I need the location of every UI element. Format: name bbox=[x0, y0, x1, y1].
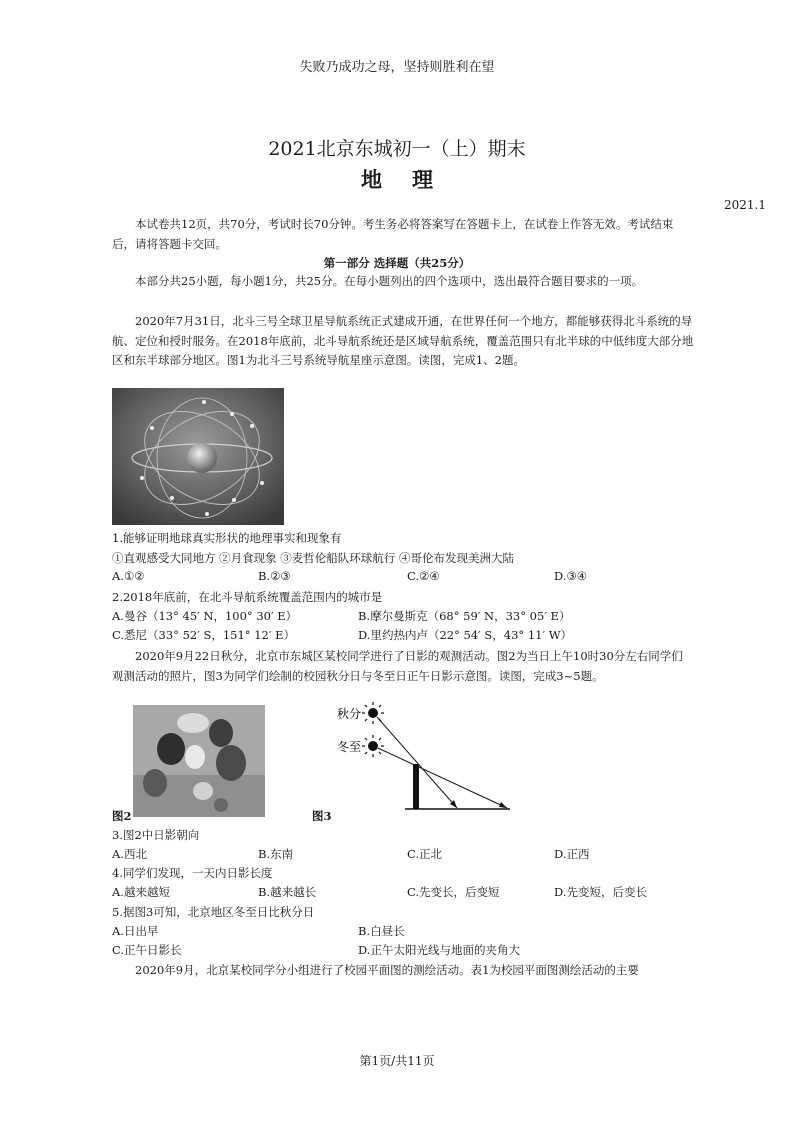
winter-sun-icon bbox=[362, 735, 384, 757]
gnomon-pole bbox=[413, 764, 419, 809]
question-3-stem: 3.图2中日影朝向 bbox=[112, 828, 200, 842]
figure1-constellation-image bbox=[112, 388, 284, 525]
question-5-stem: 5.据图3可知，北京地区冬至日比秋分日 bbox=[112, 905, 315, 919]
q1-option-a[interactable]: A.①② bbox=[112, 569, 145, 583]
exam-title: 2021北京东城初一（上）期末 bbox=[268, 138, 526, 160]
section-title: 第一部分 选择题（共25分） bbox=[323, 256, 471, 270]
passage-campus-map: 2020年9月，北京某校同学分小组进行了校园平面图的测绘活动。表1为校园平面图测绘活动的主要 bbox=[135, 963, 639, 977]
q5-option-d[interactable]: D.正午太阳光线与地面的夹角大 bbox=[358, 943, 520, 957]
figure2-students-photo bbox=[133, 705, 265, 817]
q3-option-c[interactable]: C.正北 bbox=[407, 847, 443, 861]
question-2-stem: 2.2018年底前，在北斗导航系统覆盖范围内的城市是 bbox=[112, 590, 383, 604]
question-1-stem: 1.能够证明地球真实形状的地理事实和现象有 bbox=[112, 531, 342, 545]
q3-option-a[interactable]: A.西北 bbox=[112, 847, 147, 861]
q2-option-c[interactable]: C.悉尼（33° 52′ S，151° 12′ E） bbox=[112, 628, 296, 642]
q5-option-a[interactable]: A.日出早 bbox=[112, 924, 159, 938]
winter-ray-arrowhead bbox=[499, 802, 507, 808]
figure3-shadow-diagram bbox=[300, 700, 520, 825]
q5-option-c[interactable]: C.正午日影长 bbox=[112, 943, 182, 957]
q4-option-d[interactable]: D.先变短，后变长 bbox=[554, 885, 647, 899]
exam-subject: 地理 bbox=[361, 167, 463, 192]
exam-date: 2021.1 bbox=[724, 198, 766, 212]
page-number: 第1页/共11页 bbox=[359, 1054, 435, 1068]
q5-option-b[interactable]: B.白昼长 bbox=[358, 924, 405, 938]
passage-shadow-observation: 2020年9月22日秋分，北京市东城区某校同学进行了日影的观测活动。图2为当日上午10时30分左右同学们观测活动的照片，图3为同学们绘制的校园秋分日与冬至日正午日影示意图。读图，完成3~5题。 bbox=[112, 649, 683, 683]
q2-option-b[interactable]: B.摩尔曼斯克（68° 59′ N，33° 05′ E） bbox=[358, 609, 571, 623]
q3-option-b[interactable]: B.东南 bbox=[258, 847, 294, 861]
figure3-label: 图3 bbox=[312, 809, 332, 823]
fig3-winter-label: 冬至 bbox=[337, 740, 362, 754]
fig3-autumn-label: 秋分 bbox=[337, 707, 362, 721]
q4-option-a[interactable]: A.越来越短 bbox=[112, 885, 170, 899]
exam-instructions: 本试卷共12页，共70分，考试时长70分钟。考生务必将答案写在答题卡上，在试卷上作答无效。考试结束后，请将答题卡交回。 bbox=[112, 217, 674, 251]
winter-sunray bbox=[378, 748, 507, 808]
page-motto: 失败乃成功之母，坚持则胜利在望 bbox=[299, 60, 495, 75]
passage-beidou: 2020年7月31日，北斗三号全球卫星导航系统正式建成开通，在世界任何一个地方，都能够获得北斗系统的导航、定位和授时服务。在2018年底前，北斗导航系统还是区域导航系统，覆盖范围只有北半球的中低纬度大部分地区和东半球部分地区。图1为北斗三号系统导航星座示意图。读图，完成1、2题。 bbox=[112, 314, 694, 367]
q1-option-b[interactable]: B.②③ bbox=[258, 569, 291, 583]
figure2-label: 图2 bbox=[112, 809, 132, 823]
q1-option-d[interactable]: D.③④ bbox=[554, 569, 588, 583]
q4-option-c[interactable]: C.先变长，后变短 bbox=[407, 885, 500, 899]
q1-option-c[interactable]: C.②④ bbox=[407, 569, 440, 583]
q4-option-b[interactable]: B.越来越长 bbox=[258, 885, 317, 899]
section-intro: 本部分共25小题，每小题1分，共25分。在每小题列出的四个选项中，选出最符合题目要求的一项。 bbox=[135, 274, 644, 288]
q2-option-a[interactable]: A.曼谷（13° 45′ N，100° 30′ E） bbox=[112, 609, 298, 623]
question-4-stem: 4.同学们发现，一天内日影长度 bbox=[112, 866, 273, 880]
q3-option-d[interactable]: D.正西 bbox=[554, 847, 590, 861]
question-1-facts: ①直观感受大同地方 ②月食现象 ③麦哲伦船队环球航行 ④哥伦布发现美洲大陆 bbox=[112, 551, 514, 565]
q2-option-d[interactable]: D.里约热内卢（22° 54′ S，43° 11′ W） bbox=[358, 628, 573, 642]
